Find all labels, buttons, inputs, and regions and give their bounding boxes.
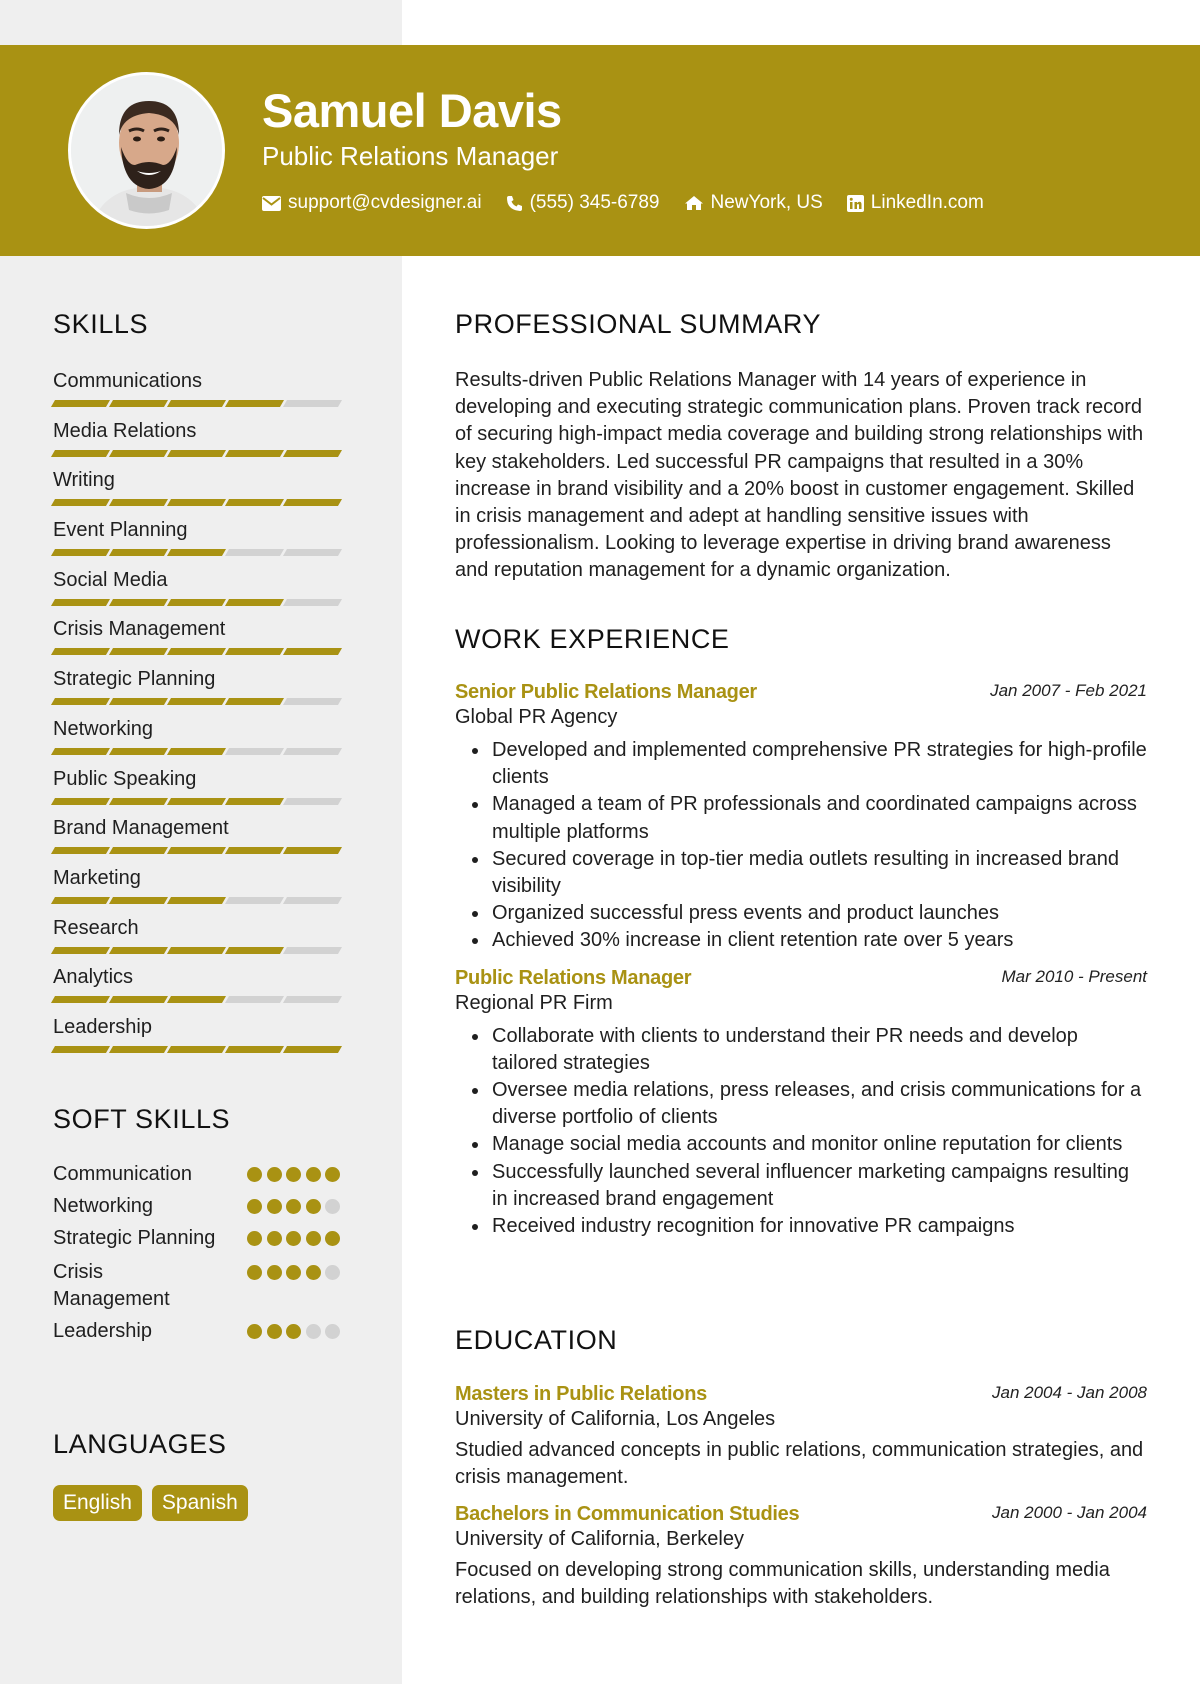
contact-email[interactable] [262,192,482,214]
skill-level-segment [225,450,284,457]
skill-level-segment [283,798,342,805]
job-bullet: Secured coverage in top-tier media outlets resulting in increased brand visibility [455,846,1147,900]
degree-title: Masters in Public Relations [455,1383,707,1405]
skill-name: Brand Management [53,817,229,840]
skill-level-segment [225,549,284,556]
school-name: University of California, Berkeley [455,1528,744,1550]
jobs-list [455,681,1147,1240]
skill-level-segment [167,996,226,1003]
soft-skill-item [53,1318,348,1345]
skill-level-segment [51,798,110,805]
education-list [455,1383,1147,1611]
skill-level-segment [225,400,284,407]
job-bullet: Manage social media accounts and monitor online reputation for clients [455,1131,1147,1158]
skill-level-segment [283,847,342,854]
skill-item [53,917,348,967]
skill-level-segment [225,499,284,506]
skill-level-segment [167,599,226,606]
contact-location-text: NewYork, US [710,192,823,213]
skill-name: Public Speaking [53,767,197,790]
experience-section [455,624,1147,1240]
job-bullet: Collaborate with clients to understand their PR needs and develop tailored strategies [455,1023,1147,1077]
skill-level-segment [167,748,226,755]
skill-level-segment [283,947,342,954]
skill-level-bar [53,499,343,506]
skill-level-segment [167,897,226,904]
skill-level-segment [51,748,110,755]
job-bullet: Developed and implemented comprehensive PR strategies for high-profile clients [455,737,1147,791]
skill-level-bar [53,698,343,705]
contact-phone[interactable] [506,192,660,214]
skill-level-bar [53,599,343,606]
rating-dot [267,1167,282,1182]
skill-name: Crisis Management [53,618,226,641]
skill-item [53,718,348,768]
education-title: EDUCATION [455,1325,618,1355]
soft-skills-title: SOFT SKILLS [53,1104,231,1134]
skill-level-bar [53,897,343,904]
skill-level-bar [53,996,343,1003]
skills-title: SKILLS [53,309,149,339]
soft-skill-rating [247,1231,345,1246]
rating-dot [325,1199,340,1214]
soft-skill-name: Leadership [53,1320,152,1342]
job-dates: Jan 2007 - Feb 2021 [990,681,1147,700]
languages-list [53,1485,348,1521]
skill-name: Marketing [53,866,141,889]
experience-title: WORK EXPERIENCE [455,624,730,654]
skill-item [53,420,348,470]
soft-skill-item [53,1225,348,1252]
skill-name: Research [53,916,139,939]
skill-level-segment [283,648,342,655]
skill-level-segment [225,1046,284,1053]
skill-level-segment [51,450,110,457]
skill-level-segment [51,549,110,556]
rating-dot [267,1231,282,1246]
skill-level-segment [283,698,342,705]
skill-name: Communications [53,370,202,392]
education-dates: Jan 2000 - Jan 2004 [991,1503,1147,1522]
skill-item [53,817,348,867]
soft-skill-name: Crisis Management [53,1261,170,1310]
skill-name: Networking [53,717,154,740]
skill-level-bar [53,947,343,954]
skill-level-segment [109,897,168,904]
skill-level-segment [167,1046,226,1053]
skill-level-segment [167,847,226,854]
skill-level-segment [167,549,226,556]
home-icon [684,195,704,211]
skill-level-segment [109,400,168,407]
languages-title: LANGUAGES [53,1429,227,1459]
skill-level-segment [283,450,342,457]
skill-level-segment [283,748,342,755]
skill-item [53,966,348,1016]
skill-name: Writing [53,469,115,492]
candidate-role: Public Relations Manager [262,141,559,171]
skill-level-segment [109,549,168,556]
rating-dot [267,1265,282,1280]
job-bullet: Organized successful press events and product launches [455,900,1147,927]
skill-level-segment [109,996,168,1003]
rating-dot [306,1199,321,1214]
skill-level-segment [225,947,284,954]
skill-level-segment [109,698,168,705]
rating-dot [247,1231,262,1246]
education-entry [455,1503,1147,1611]
job-bullet: Oversee media relations, press releases, and crisis communications for a diverse portfolio of clients [455,1077,1147,1131]
soft-skill-rating [247,1324,345,1339]
skill-item [53,519,348,569]
skill-item [53,569,348,619]
soft-skills-list [53,1161,348,1345]
skill-level-segment [51,897,110,904]
skill-item [53,768,348,818]
skill-level-segment [225,748,284,755]
skill-level-segment [225,996,284,1003]
education-description: Studied advanced concepts in public relations, communication strategies, and crisis management. [455,1439,1144,1488]
education-section [455,1325,1147,1611]
skill-name: Social Media [53,568,168,591]
skill-level-segment [109,847,168,854]
rating-dot [306,1265,321,1280]
skill-level-segment [167,499,226,506]
skills-section [53,309,348,1066]
education-dates: Jan 2004 - Jan 2008 [991,1383,1147,1402]
rating-dot [286,1265,301,1280]
skill-level-segment [109,599,168,606]
job-entry [455,681,1147,955]
rating-dot [247,1199,262,1214]
skill-level-bar [53,400,343,407]
skill-level-segment [225,698,284,705]
rating-dot [247,1324,262,1339]
job-title: Public Relations Manager [455,966,692,989]
rating-dot [325,1167,340,1182]
rating-dot [267,1324,282,1339]
job-title: Senior Public Relations Manager [455,681,757,703]
job-dates: Mar 2010 - Present [1001,966,1147,986]
skill-level-segment [283,599,342,606]
skill-level-segment [167,698,226,705]
skill-level-segment [225,798,284,805]
degree-title: Bachelors in Communication Studies [455,1503,800,1525]
soft-skill-item [53,1161,348,1188]
job-bullets [455,1023,1147,1241]
skill-level-segment [167,450,226,457]
skill-item [53,867,348,917]
skill-level-segment [109,798,168,805]
school-name: University of California, Los Angeles [455,1408,776,1430]
skill-level-segment [225,847,284,854]
soft-skill-rating [247,1265,345,1280]
rating-dot [325,1231,340,1246]
contact-linkedin-text: LinkedIn.com [870,192,984,213]
skill-level-segment [167,798,226,805]
skill-level-segment [51,996,110,1003]
skill-name: Strategic Planning [53,668,216,691]
rating-dot [286,1199,301,1214]
skill-name: Leadership [53,1015,152,1038]
soft-skill-rating [247,1199,345,1214]
skill-item [53,1016,348,1066]
skill-item [53,469,348,519]
education-entry [455,1383,1147,1491]
skill-level-segment [51,599,110,606]
skill-level-segment [283,996,342,1003]
contact-phone-text: (555) 345-6789 [529,192,660,213]
skill-level-segment [51,400,110,407]
summary-section [455,309,1147,585]
job-organization: Global PR Agency [455,706,618,728]
rating-dot [306,1324,321,1339]
skill-level-segment [167,648,226,655]
job-entry [455,967,1147,1241]
summary-title: PROFESSIONAL SUMMARY [455,309,822,339]
skill-level-segment [109,947,168,954]
skill-item [53,668,348,718]
job-bullet: Successfully launched several influencer marketing campaigns resulting in increased brand engagement [455,1159,1147,1213]
skill-level-segment [109,450,168,457]
contact-location [684,192,823,214]
soft-skill-name: Strategic Planning [53,1227,216,1249]
rating-dot [286,1231,301,1246]
contact-bar [262,192,1008,214]
skill-level-bar [53,648,343,655]
job-organization: Regional PR Firm [455,991,613,1014]
skill-level-segment [225,599,284,606]
contact-email-text: support@cvdesigner.ai [288,192,482,213]
skill-level-segment [225,648,284,655]
languages-section [53,1429,348,1521]
skill-name: Analytics [53,966,134,989]
skill-name: Event Planning [53,519,188,542]
job-bullet: Managed a team of PR professionals and coordinated campaigns across multiple platforms [455,791,1147,845]
skill-item [53,370,348,420]
skill-level-segment [51,947,110,954]
rating-dot [286,1167,301,1182]
skill-level-segment [51,698,110,705]
skill-level-segment [167,400,226,407]
soft-skills-section [53,1104,348,1345]
skill-name: Media Relations [53,419,197,442]
education-description: Focused on developing strong communication skills, understanding media relations, and building relationships with stakeholders. [455,1559,1110,1608]
skill-level-bar [53,1046,343,1053]
soft-skill-rating [247,1167,345,1182]
language-badge: English [53,1485,142,1521]
avatar [68,72,225,229]
skill-level-segment [225,897,284,904]
rating-dot [247,1265,262,1280]
skill-level-bar [53,549,343,556]
skill-level-segment [283,499,342,506]
rating-dot [267,1199,282,1214]
rating-dot [306,1231,321,1246]
skill-level-bar [53,450,343,457]
skill-level-segment [283,549,342,556]
skill-level-segment [51,1046,110,1053]
skill-level-bar [53,847,343,854]
skill-level-segment [51,648,110,655]
skill-level-segment [283,400,342,407]
skill-level-segment [283,897,342,904]
envelope-icon [262,196,281,211]
soft-skill-item [53,1259,348,1313]
skill-level-segment [109,748,168,755]
linkedin-icon [847,195,864,212]
skill-item [53,618,348,668]
rating-dot [325,1265,340,1280]
skill-level-segment [167,947,226,954]
job-bullet: Achieved 30% increase in client retention rate over 5 years [455,927,1147,954]
phone-icon [506,195,523,212]
soft-skill-name: Networking [53,1195,154,1217]
summary-text: Results-driven Public Relations Manager with 14 years of experience in developing and executing strategic communication plans. Proven track record of securing high-impact media coverage and building strong relationships with key stakeholders. Led successful PR campaigns that resulted in a 30% increase in brand visibility and a 20% boost in customer engagement. Skilled in crisis management and adept at handling sensitive issues with professionalism. Looking to leverage expertise in driving brand awareness and reputation management for a dynamic organization. [455,369,1144,582]
skills-list [53,370,348,1066]
skill-level-bar [53,798,343,805]
header-banner [0,45,1200,256]
job-bullet: Received industry recognition for innovative PR campaigns [455,1213,1147,1240]
job-bullets [455,737,1147,955]
rating-dot [247,1167,262,1182]
soft-skill-item [53,1193,348,1220]
contact-linkedin[interactable] [847,192,984,214]
candidate-name: Samuel Davis [262,84,562,137]
skill-level-segment [109,499,168,506]
language-badge: Spanish [152,1485,248,1521]
skill-level-bar [53,748,343,755]
rating-dot [306,1167,321,1182]
rating-dot [286,1324,301,1339]
rating-dot [325,1324,340,1339]
skill-level-segment [51,847,110,854]
skill-level-segment [283,1046,342,1053]
skill-level-segment [109,648,168,655]
skill-level-segment [109,1046,168,1053]
soft-skill-name: Communication [53,1163,192,1185]
skill-level-segment [51,499,110,506]
